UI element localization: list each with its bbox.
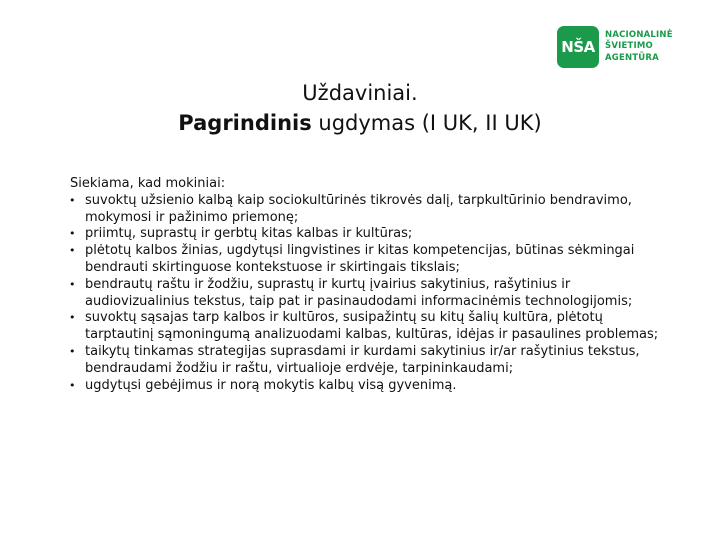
bullet-marker: • [69, 344, 76, 358]
title-line-2 [0, 108, 720, 138]
list-item-text: suvoktų sąsajas tarp kalbos ir kultūros, susipažintų su kitų šalių kultūra, plėtotų tarptautinį sąmoningumą analizuodami kalbas, kultūras, idėjas ir pasaulines problemas; [85, 310, 659, 343]
title-line-1: Uždaviniai. [302, 81, 418, 105]
slide-body [70, 176, 670, 394]
list-item-text: plėtotų kalbos žinias, ugdytųsi lingvistines ir kitas kompetencijas, būtinas sėkmingai bendrauti skirtinguose kontekstuose ir skirtingais tikslais; [85, 243, 635, 275]
logo-line-1: NACIONALINĖ [605, 29, 673, 40]
list-item-text: ugdytųsi gebėjimus ir norą mokytis kalbų visą gyvenimą. [85, 377, 457, 393]
bullet-marker: • [69, 277, 76, 291]
list-item [70, 344, 670, 378]
logo-badge: NŠA [557, 26, 599, 68]
list-item [70, 277, 670, 311]
list-item-text: priimtų, suprastų ir gerbtų kitas kalbas ir kultūras; [85, 226, 413, 242]
objectives-list [70, 193, 670, 395]
logo-line-3: AGENTŪRA [605, 52, 659, 63]
list-item-text: suvoktų užsienio kalbą kaip sociokultūrinės tikrovės dalį, tarpkultūrinio bendravimo, mokymosi ir pažinimo priemonę; [85, 192, 632, 225]
title-bold-part: Pagrindinis [178, 111, 312, 135]
list-item [70, 226, 670, 243]
list-item-text: bendrautų raštu ir žodžiu, suprastų ir kurtų įvairius sakytinius, rašytinius ir audiovizualinius tekstus, taip pat ir pasinaudodami informacinėmis technologijomis; [85, 276, 633, 309]
intro-text: Siekiama, kad mokiniai: [70, 176, 226, 191]
list-item [70, 193, 670, 227]
bullet-marker: • [69, 311, 76, 325]
title-rest-part: ugdymas (I UK, II UK) [311, 111, 542, 135]
slide-title [0, 78, 720, 138]
logo-text [605, 30, 673, 65]
agency-logo [557, 26, 673, 68]
logo-line-2: ŠVIETIMO [605, 41, 653, 52]
bullet-marker: • [69, 378, 76, 392]
list-item [70, 243, 670, 277]
bullet-marker: • [69, 244, 76, 258]
bullet-marker: • [69, 227, 76, 241]
list-item-text: taikytų tinkamas strategijas suprasdami ir kurdami sakytinius ir/ar rašytinius tekstus, bendraudami žodžiu ir raštu, virtualioje erdvėje, tarpininkaudami; [85, 343, 640, 376]
list-item [70, 378, 670, 395]
bullet-marker: • [69, 193, 76, 207]
list-item [70, 310, 670, 344]
